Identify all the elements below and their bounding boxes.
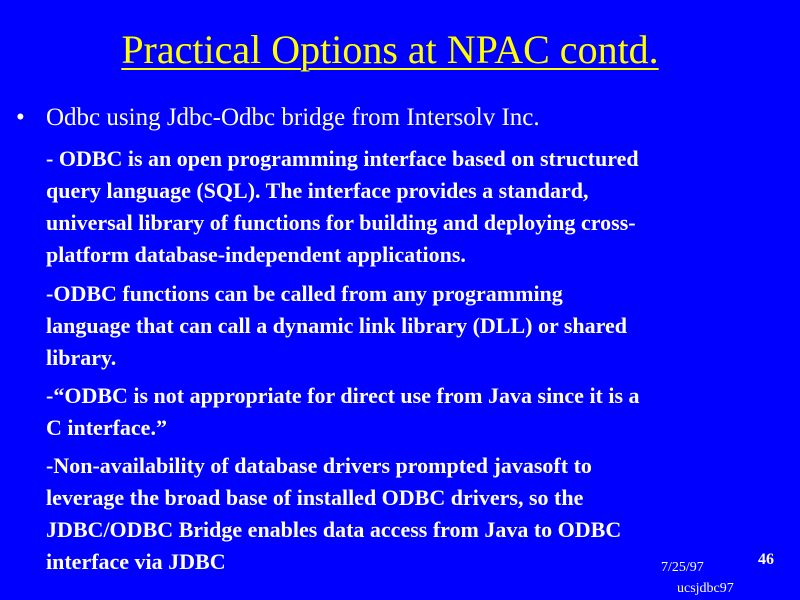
paragraph-line: language that can call a dynamic link library (DLL) or shared [46, 313, 628, 338]
paragraph-line: - ODBC is an open programming interface based on structured [46, 146, 639, 171]
footer-code: ucsjdbc97 [677, 581, 734, 596]
paragraph-odbc-functions [46, 278, 786, 374]
paragraph-line: -“ODBC is not appropriate for direct use from Java since it is a [46, 383, 640, 408]
paragraph-line: library. [46, 345, 117, 370]
paragraph-line: leverage the broad base of installed ODBC drivers, so the [46, 485, 584, 510]
paragraph-line: platform database-independent applications. [46, 242, 466, 267]
footer-date: 7/25/97 [661, 560, 704, 575]
slide-title: Practical Options at NPAC contd. [121, 27, 659, 72]
bullet-item [16, 104, 540, 132]
paragraph-line: -Non-availability of database drivers prompted javasoft to [46, 453, 592, 478]
paragraph-line: interface via JDBC [46, 549, 226, 574]
paragraph-line: -ODBC functions can be called from any programming [46, 281, 563, 306]
paragraph-line: query language (SQL). The interface provides a standard, [46, 178, 589, 203]
paragraph-line: C interface.” [46, 415, 167, 440]
paragraph-java-quote [46, 380, 786, 444]
paragraph-jdbc-bridge [46, 450, 786, 578]
bullet-marker: • [16, 104, 25, 131]
page-number: 46 [758, 551, 774, 568]
paragraph-odbc-definition [46, 143, 786, 271]
paragraph-line: JDBC/ODBC Bridge enables data access from Java to ODBC [46, 517, 622, 542]
bullet-text: Odbc using Jdbc-Odbc bridge from Intersolv Inc. [46, 104, 540, 131]
paragraph-line: universal library of functions for building and deploying cross- [46, 210, 636, 235]
